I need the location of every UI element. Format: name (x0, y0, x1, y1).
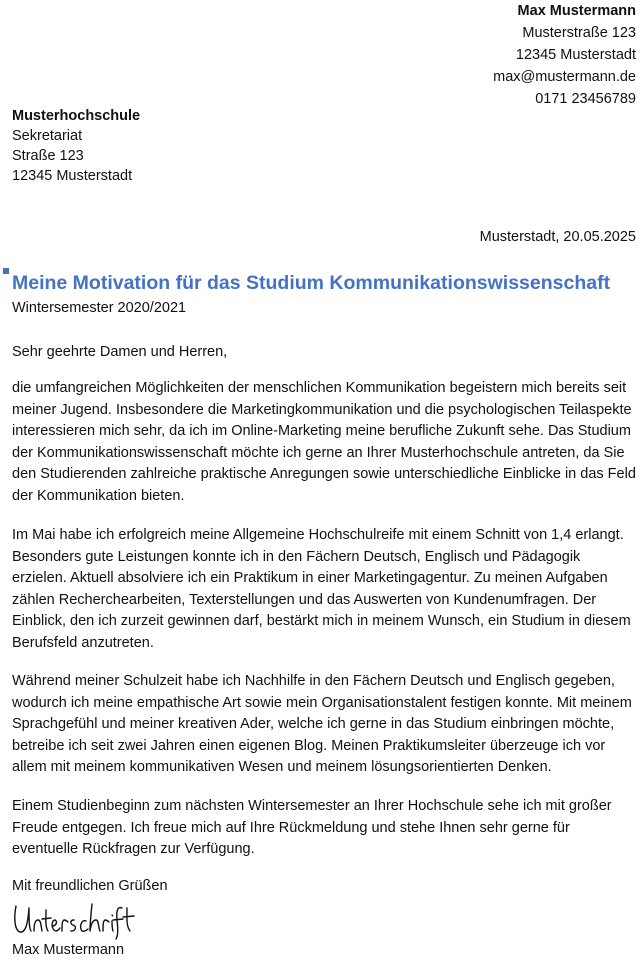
recipient-org: Musterhochschule (12, 108, 141, 124)
heading-marker-icon (3, 268, 9, 274)
closing-phrase: Mit freundlichen Grüßen (12, 878, 168, 894)
sender-city: 12345 Musterstadt (515, 47, 636, 63)
sender-street: Musterstraße 123 (522, 25, 636, 41)
letter-title: Meine Motivation für das Studium Kommunikationswissenschaft (12, 272, 611, 294)
sender-email: max@mustermann.de (493, 69, 636, 85)
recipient-street: Straße 123 (12, 148, 84, 164)
sender-block (493, 0, 636, 110)
body-paragraph-3: Während meiner Schulzeit habe ich Nachhilfe in den Fächern Deutsch und Englisch gegeben, wodurch ich meine empathische Art sowie mein Organisationstalent festigen konnte. Mit meinem Sprachgefühl und meiner kreativen Ader, welche ich gerne in das Studium einbringen möchte, betreibe ich seit zwei Jahren einen eigenen Blog. Meinen Praktikumsleiter überzeuge ich vor allem mit meinem kommunikativen Wesen und meinem lösungsorientierten Denken. (12, 673, 632, 776)
sender-name: Max Mustermann (517, 3, 636, 19)
letter-date: Musterstadt, 20.05.2025 (479, 229, 636, 245)
body-paragraph-4: Einem Studienbeginn zum nächsten Wintersemester an Ihrer Hochschule sehe ich mit großer Freude entgegen. Ich freue mich auf Ihre Rückmeldung und stehe Ihnen sehr gerne für eventuelle Rückfragen zur Verfügung. (12, 798, 612, 858)
signer-name: Max Mustermann (12, 942, 125, 958)
body-paragraph-2: Im Mai habe ich erfolgreich meine Allgemeine Hochschulreife mit einem Schnitt von 1,4 erlangt. Besonders gute Leistungen konnte ich in den Fächern Deutsch, Englisch und Pädagogik erzielen. Aktuell absolviere ich ein Praktikum in einer Marketingagentur. Zu meinen Aufgaben zählen Recherchearbeiten, Texterstellungen und das Auswerten von Kundenumfragen. Der Einblick, den ich zurzeit gewinnen darf, bestärkt mich in meinem Wunsch, ein Studium in diesem Berufsfeld anzutreten. (12, 527, 631, 651)
recipient-department: Sekretariat (12, 128, 83, 144)
recipient-city: 12345 Musterstadt (12, 168, 133, 184)
recipient-block (12, 106, 140, 186)
body-paragraph-1: die umfangreichen Möglichkeiten der menschlichen Kommunikation begeistern mich bereits seit meiner Jugend. Insbesondere die Marketingkommunikation und die psychologischen Teilaspekte interessieren mich sehr, da ich im Online-Marketing meine berufliche Zukunft sehe. Das Studium der Kommunikationswissenschaft möchte ich gerne an Ihrer Musterhochschule antreten, da Sie den Studierenden zahlreiche praktische Anregungen sowie unterschiedliche Einblicke in das Feld der Kommunikation bieten. (12, 380, 636, 504)
letter-subtitle: Wintersemester 2020/2021 (12, 300, 187, 316)
salutation: Sehr geehrte Damen und Herren, (12, 344, 228, 360)
sender-phone: 0171 23456789 (535, 91, 636, 107)
handwritten-signature (10, 900, 135, 940)
